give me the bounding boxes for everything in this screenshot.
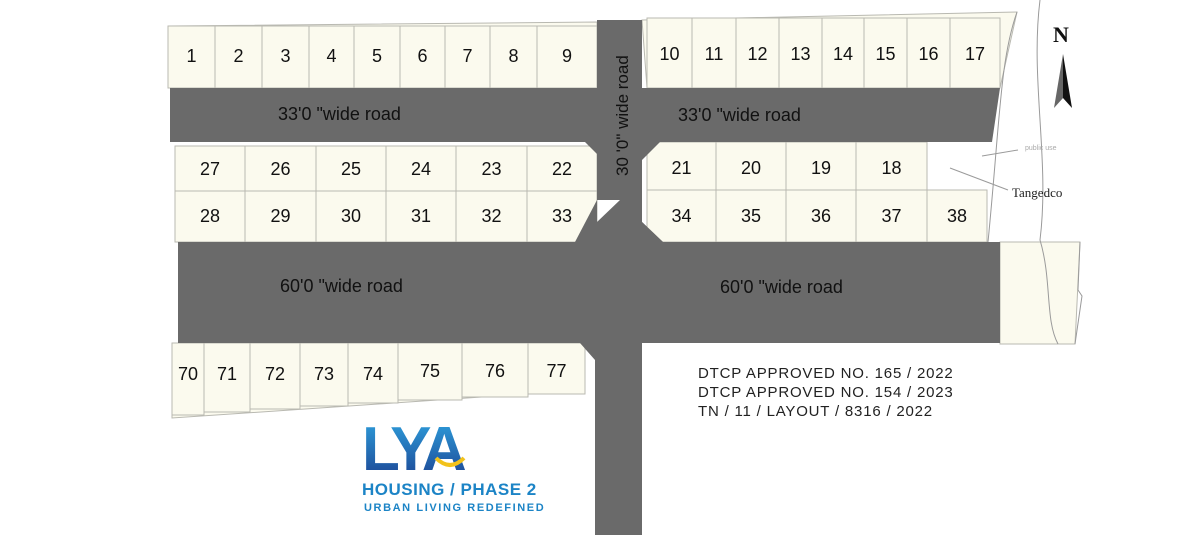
plot-number: 10: [659, 44, 680, 64]
plot-number: 70: [177, 364, 199, 384]
plot-6[interactable]: [400, 26, 445, 88]
plot-number: 6: [417, 46, 428, 66]
plot-number: 33: [551, 206, 573, 226]
plot-22[interactable]: [527, 146, 597, 191]
plot-number: 71: [216, 364, 238, 384]
plot-72[interactable]: [250, 343, 300, 409]
plot-number: 13: [790, 44, 811, 64]
plot-number: 73: [313, 364, 335, 384]
plot-number: 25: [340, 159, 362, 179]
road-label-bottom-right: 60'0 "wide road: [720, 277, 843, 297]
plot-20[interactable]: [716, 142, 786, 190]
plot-number: 5: [371, 46, 383, 66]
plot-number: 1: [186, 46, 197, 66]
plot-28[interactable]: [175, 191, 245, 242]
plot-number: 20: [740, 158, 762, 178]
compass-label: N: [1053, 22, 1069, 47]
plot-number: 15: [875, 44, 896, 64]
plot-18[interactable]: [856, 142, 927, 190]
tangedco-label: Tangedco: [1012, 185, 1063, 200]
plot-8[interactable]: [490, 26, 537, 88]
plot-2[interactable]: [215, 26, 262, 88]
plot-21[interactable]: [647, 142, 716, 190]
plot-number: 75: [419, 361, 441, 381]
plot-number: 28: [199, 206, 221, 226]
plots-layer: [168, 18, 1000, 415]
plot-14[interactable]: [822, 18, 864, 88]
tangedco-pointer: [950, 168, 1008, 190]
brand-tagline: URBAN LIVING REDEFINED: [364, 502, 546, 514]
plot-number: 2: [233, 46, 244, 66]
plot-number: 17: [964, 44, 986, 64]
plot-number: 9: [561, 46, 573, 66]
plot-3[interactable]: [262, 26, 309, 88]
plot-12[interactable]: [736, 18, 779, 88]
plot-number: 11: [704, 44, 724, 64]
plot-number: 31: [410, 206, 432, 226]
plot-number: 12: [747, 44, 768, 64]
plot-number: 4: [326, 46, 337, 66]
plot-32[interactable]: [456, 191, 527, 242]
plot-number: 26: [270, 159, 291, 179]
plot-30[interactable]: [316, 191, 386, 242]
plot-number: 23: [481, 159, 502, 179]
plot-10[interactable]: [647, 18, 692, 88]
road-label-bottom-left: 60'0 "wide road: [280, 276, 403, 296]
plot-1[interactable]: [168, 26, 215, 88]
road-30ft-vertical-lower: [580, 343, 642, 535]
plot-26[interactable]: [245, 146, 316, 191]
approval-block: [698, 364, 954, 421]
plot-15[interactable]: [864, 18, 907, 88]
plot-number: 22: [551, 159, 573, 179]
plot-number: 8: [508, 46, 519, 66]
plot-number: 18: [881, 158, 902, 178]
plot-number: 27: [199, 159, 221, 179]
plot-29[interactable]: [245, 191, 316, 242]
plot-number: 74: [362, 364, 384, 384]
plot-38[interactable]: [927, 190, 987, 242]
brand-title: HOUSING / PHASE 2: [362, 480, 537, 499]
plot-number: 24: [410, 159, 432, 179]
plot-74[interactable]: [348, 343, 398, 403]
plot-number: 76: [484, 361, 506, 381]
plot-35[interactable]: [716, 190, 786, 242]
plot-number: 21: [671, 158, 692, 178]
plot-4[interactable]: [309, 26, 354, 88]
plot-31[interactable]: [386, 191, 456, 242]
plot-number: 19: [810, 158, 832, 178]
plot-70[interactable]: [172, 343, 204, 415]
plot-13[interactable]: [779, 18, 822, 88]
approval-line-3: TN / 11 / LAYOUT / 8316 / 2022: [698, 403, 933, 420]
plot-number: 35: [740, 206, 762, 226]
plot-76[interactable]: [462, 343, 528, 397]
plot-number: 14: [832, 44, 854, 64]
plot-number: 3: [280, 46, 291, 66]
plot-23[interactable]: [456, 146, 527, 191]
public-use-label: public use: [1025, 145, 1057, 152]
plot-number: 38: [946, 206, 968, 226]
plot-27[interactable]: [175, 146, 245, 191]
plot-number: 29: [270, 206, 291, 226]
plot-36[interactable]: [786, 190, 856, 242]
logo-text: LYA: [362, 418, 463, 478]
plot-number: 36: [810, 206, 832, 226]
lya-logo-icon: [362, 418, 482, 478]
approval-line-1: DTCP APPROVED NO. 165 / 2022: [698, 365, 954, 382]
road-label-top-left: 33'0 "wide road: [278, 104, 401, 124]
road-label-top-right: 33'0 "wide road: [678, 105, 801, 125]
plot-16[interactable]: [907, 18, 950, 88]
plot-11[interactable]: [692, 18, 736, 88]
plot-24[interactable]: [386, 146, 456, 191]
plot-71[interactable]: [204, 343, 250, 412]
plot-number: 7: [462, 46, 473, 66]
plot-77[interactable]: [528, 343, 585, 394]
road-label-vertical: 30 '0" wide road: [613, 55, 632, 176]
approval-line-2: DTCP APPROVED NO. 154 / 2023: [698, 384, 954, 401]
public-use-plot: [1000, 242, 1080, 344]
plot-17[interactable]: [950, 18, 1000, 88]
plot-75[interactable]: [398, 343, 462, 400]
north-arrow-icon: [1054, 54, 1072, 108]
plot-number: 30: [340, 206, 362, 226]
plot-37[interactable]: [856, 190, 927, 242]
plot-7[interactable]: [445, 26, 490, 88]
plot-34[interactable]: [647, 190, 716, 242]
plot-number: 16: [918, 44, 939, 64]
plot-19[interactable]: [786, 142, 856, 190]
plot-5[interactable]: [354, 26, 400, 88]
plot-number: 77: [546, 361, 567, 381]
plot-73[interactable]: [300, 343, 348, 406]
plot-25[interactable]: [316, 146, 386, 191]
plot-number: 34: [671, 206, 692, 226]
plot-number: 32: [481, 206, 502, 226]
brand-block: [362, 418, 582, 514]
plot-number: 72: [264, 364, 286, 384]
plot-number: 37: [881, 206, 902, 226]
plot-9[interactable]: [537, 26, 597, 88]
public-use-pointer: [982, 150, 1018, 156]
